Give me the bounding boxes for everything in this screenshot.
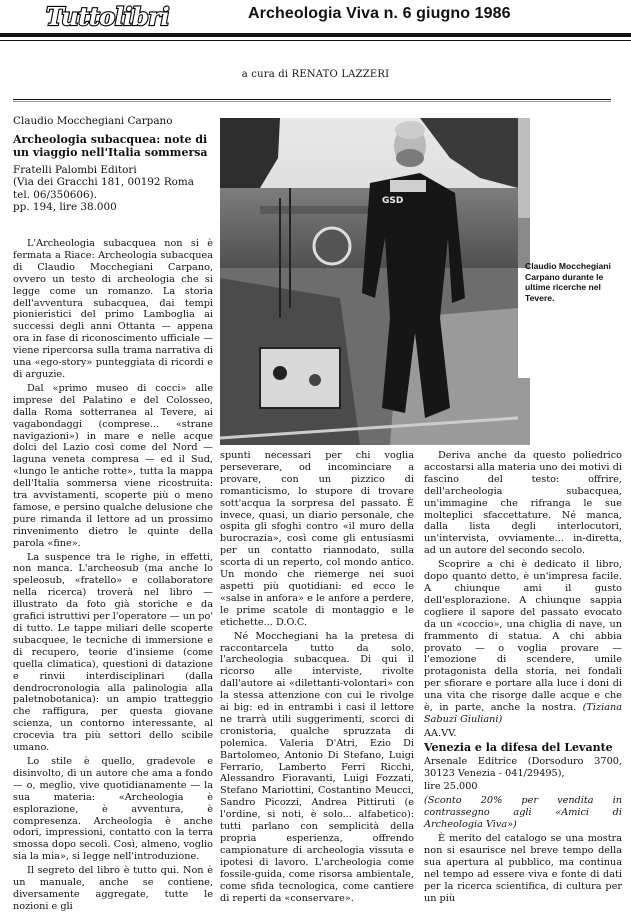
paragraph: [424, 559, 622, 726]
paragraph: La suspence tra le righe, in effetti, non manca. L'archeosub (ma anche lo speleosub, «fratello» e collaboratore nella ricerca) troverà nel libro — illustrato da foto già storiche e da grafici istruttivi per l'operatore — un po' di tutto. Le tappe miliari delle scoperte subacquee, le tecniche di immersione e di recupero, teorie d'insieme (come quella climatica), questioni di datazione e rinvii interdisciplinari (dalla dendrocronologia alla palinologia alla paletnobotanica): un ampio tratteggio che raffigura, per questa giovane scienza, un contorno interessante, al crocevia tra più settori dello scibile umano.: [13, 551, 213, 754]
section-curator: a cura di RENATO LAZZERI: [241, 69, 390, 80]
article-column-3: [424, 450, 622, 904]
photo-caption: Claudio Mocchegiani Carpano durante le ultime ricerche nel Tevere.: [525, 261, 611, 303]
section-divider: [13, 99, 611, 100]
issue-title: Archeologia Viva n. 6 giugno 1986: [248, 5, 511, 22]
paragraph: Dal «primo museo di cocci» alle imprese del Palatino e del Colosseo, dalla Roma sotterranea al Tevere, ai vagabondaggi (comprese... «strane navigazioni») in mare e nelle acque dolci del Lazio così come del Nord — laguna veneta compresa — ed il Sud, «lungo le antiche rotte», tutta la mappa dell'Italia sommersa viene ricostruita: tra avvistamenti, scoperte più o meno famose, e persino qualche delusione che pure rimanda il lettore ad un prossimo rinvenimento dietro le quinte della parola «fine».: [13, 382, 213, 549]
section-divider-shadow: [13, 101, 611, 102]
book-publisher: Fratelli Palombi Editori: [13, 164, 137, 177]
tuttolibri-logo: [44, 3, 186, 29]
tuttolibri-logo-graphic: [44, 3, 186, 29]
masthead-rule-thin: [0, 40, 631, 41]
paragraph: Né Mocchegiani ha la pretesa di raccontarcela tutto da solo, l'archeologia subacquea. Di qui il ricorso alle interviste, rivolte dall'autore ai «dilettanti-volontari» con la stessa attenzione con cui le rivolge ai big: ed in entrambi i casi il lettore ne trarrà utili suggerimenti, scorci di cronistoria, qualche spruzzata di polemica. Valeria D'Atri, Ezio Di Bartolomeo, Antonio Di Stefano, Luigi Ferrario, Lamberto Ferri Ricchi, Alessandro Fioravanti, Luigi Fozzati, Stefano Mariottini, Costantino Meucci, Sandro Picozzi, Andrea Pittiruti (e l'ordine, si noti, è solo... alfabetico): tutti parlano con semplicità della propria esperienza, offrendo campionature di archeologia vissuta e ipotesi di lavoro. L'archeologia come fossile-guida, come risorsa ambientale, come sfida tecnologica, come cantiere di reperti da «conservare».: [220, 630, 414, 904]
diver-photo-graphic: [220, 118, 518, 445]
paragraph: spunti necessari per chi voglia perseverare, od incominciare a provare, con un pizzico di romanticismo, lo stupore di trovare sott'acqua la sorpresa del passato. È invece, quasi, un diario personale, che ospita gli sfoghi contro «il muro della burocrazia», così come gli entusiasmi per un contatto riannodato, sulla scorta di un reperto, col mondo antico. Un mondo che riemerge nei suoi aspetti più quotidiani: ed ecco le «salse in anfora» e le anfore a perdere, le prime scatole di montaggio e le etichette... D.O.C.: [220, 450, 414, 628]
svg-text:GSD: GSD: [382, 196, 404, 206]
review2-discount: (Sconto 20% per vendita in contrassegno agli «Amici di Archeologia Viva»): [424, 795, 622, 831]
paragraph: L'Archeologia subacquea non si è fermata a Riace: Archeologia subacquea di Claudio Mocchegiani Carpano, ovvero un testo di archeologia che si legge come un romanzo. La storia dell'avventura subacquea, dai tempi pionieristici del primo Lamboglia ai successi degli anni Ottanta — appena ora in fase di riconoscimento ufficiale — viene ripercorsa sulla trama narrativa di una «ego-story» punteggiata di ricordi e di arguzie.: [13, 238, 213, 380]
book-pages-price: pp. 194, lire 38.000: [13, 200, 117, 213]
paragraph: Il segreto del libro è tutto qui. Non è un manuale, anche se contiene, diversamente aggregate, tutte le nozioni e gli: [13, 865, 213, 912]
book-title: Archeologia subacquea: note di un viaggio nell'Italia sommersa: [13, 133, 208, 159]
article-column-1: [13, 238, 213, 912]
article-column-2: [220, 450, 414, 904]
diver-photo: [220, 118, 518, 445]
book-author: Claudio Mocchegiani Carpano: [13, 115, 173, 127]
masthead-rule: [0, 33, 631, 37]
publisher-address: (Via dei Gracchi 181, 00192 Roma tel. 06/350606).: [13, 176, 194, 201]
review2-publisher: Arsenale Editrice (Dorsoduro 3700, 30123 Venezia - 041/29495),: [424, 755, 622, 779]
paragraph-text: Scoprire a chi è dedicato il libro, dopo quanto detto, è un'impresa facile. A chiunque ami il gusto dell'esplorazione. A chiunque sappia cogliere il sapore del passato evocato da un «coccio», una chiglia di nave, un frammento di statua. A chi abbia provato — o voglia provare — l'emozione di scendere, umile protagonista della storia, nei fondali per sfiorare e portare alla luce i doni di una vita che risorge dalle acque e che è, in parte, anche la nostra.: [424, 559, 622, 714]
review2-title: Venezia e la difesa del Levante: [424, 740, 613, 754]
review2-authors: AA.VV.: [424, 727, 457, 739]
paragraph: Lo stile è quello, gradevole e disinvolto, di un autore che ama a fondo — o, meglio, vive quotidianamente — la sua materia: «Archeologia è esplorazione, è avventura, è compresenza. Archeologia è anche odori, impressioni, contatto con la terra smossa dopo secoli. Così, almeno, voglio sia la mia», si legge nell'introduzione.: [13, 755, 213, 863]
review2-price: lire 25.000: [424, 781, 478, 793]
review-header: [13, 115, 213, 213]
reviewer-signature: (Tiziana Sabuzi Giuliani): [424, 702, 622, 725]
review2-text: È merito del catalogo se una mostra non si esaurisce nel breve tempo della sua apertura al pubblico, ma continua nel tempo ad essere viva e fonte di dati per la ricerca scientifica, di cultura per un più: [424, 833, 622, 904]
paragraph: Deriva anche da questo poliedrico accostarsi alla materia uno dei motivi di fascino del testo: offrire, dell'archeologia subacquea, un'immagine che rifranga le sue molteplici sfaccettature. Né manca, dalla lista degli interlocutori, un'intervista, ovviamente... in-diretta, ad un autore del secondo secolo.: [424, 450, 622, 557]
svg-text:Tuttolibri: Tuttolibri: [46, 2, 170, 31]
